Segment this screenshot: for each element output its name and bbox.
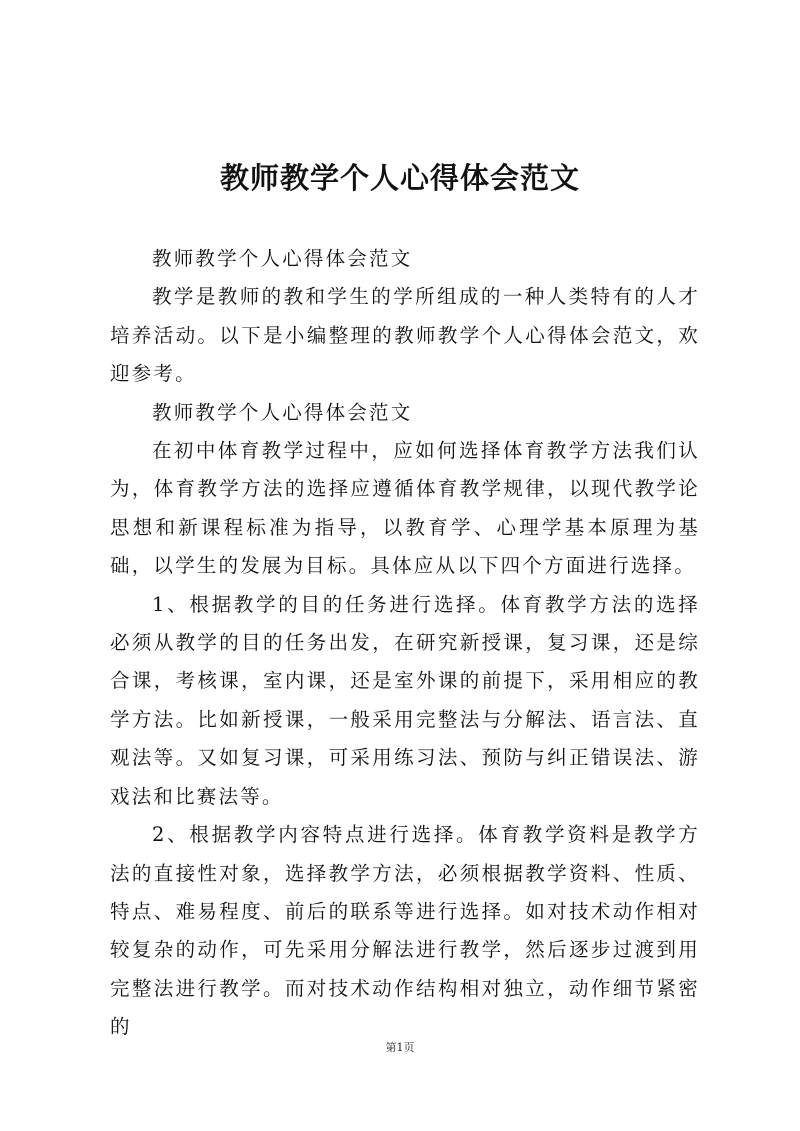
- document-body: [110, 240, 700, 1047]
- document-title: 教师教学个人心得体会范文: [219, 161, 580, 195]
- section-heading: 教师教学个人心得体会范文: [152, 400, 413, 424]
- section-heading: 教师教学个人心得体会范文: [152, 247, 413, 270]
- intro-paragraph: 教学是教师的教和学生的学所组成的一种人类特有的人才培养活动。以下是小编整理的教师教学个人心得体会范文，欢迎参考。: [110, 285, 700, 386]
- body-paragraph: 2、根据教学内容特点进行选择。体育教学资料是教学方法的直接性对象，选择教学方法，必须根据教学资料、性质、特点、难易程度、前后的联系等进行选择。如对技术动作相对较复杂的动作，可先采用分解法进行教学，然后逐步过渡到用完整法进行教学。而对技术动作结构相对独立，动作细节紧密的: [110, 823, 700, 1039]
- body-paragraph: 1、根据教学的目的任务进行选择。体育教学方法的选择必须从教学的目的任务出发，在研究新授课，复习课，还是综合课，考核课，室内课，还是室外课的前提下，采用相应的教学方法。比如新授课，一般采用完整法与分解法、语言法、直观法等。又如复习课，可采用练习法、预防与纠正错误法、游戏法和比赛法等。: [110, 592, 700, 808]
- body-paragraph: 在初中体育教学过程中，应如何选择体育教学方法我们认为，体育教学方法的选择应遵循体育教学规律，以现代教学论思想和新课程标准为指导，以教育学、心理学基本原理为基础，以学生的发展为目标。具体应从以下四个方面进行选择。: [110, 439, 700, 578]
- page-number: 第1页: [385, 1041, 415, 1054]
